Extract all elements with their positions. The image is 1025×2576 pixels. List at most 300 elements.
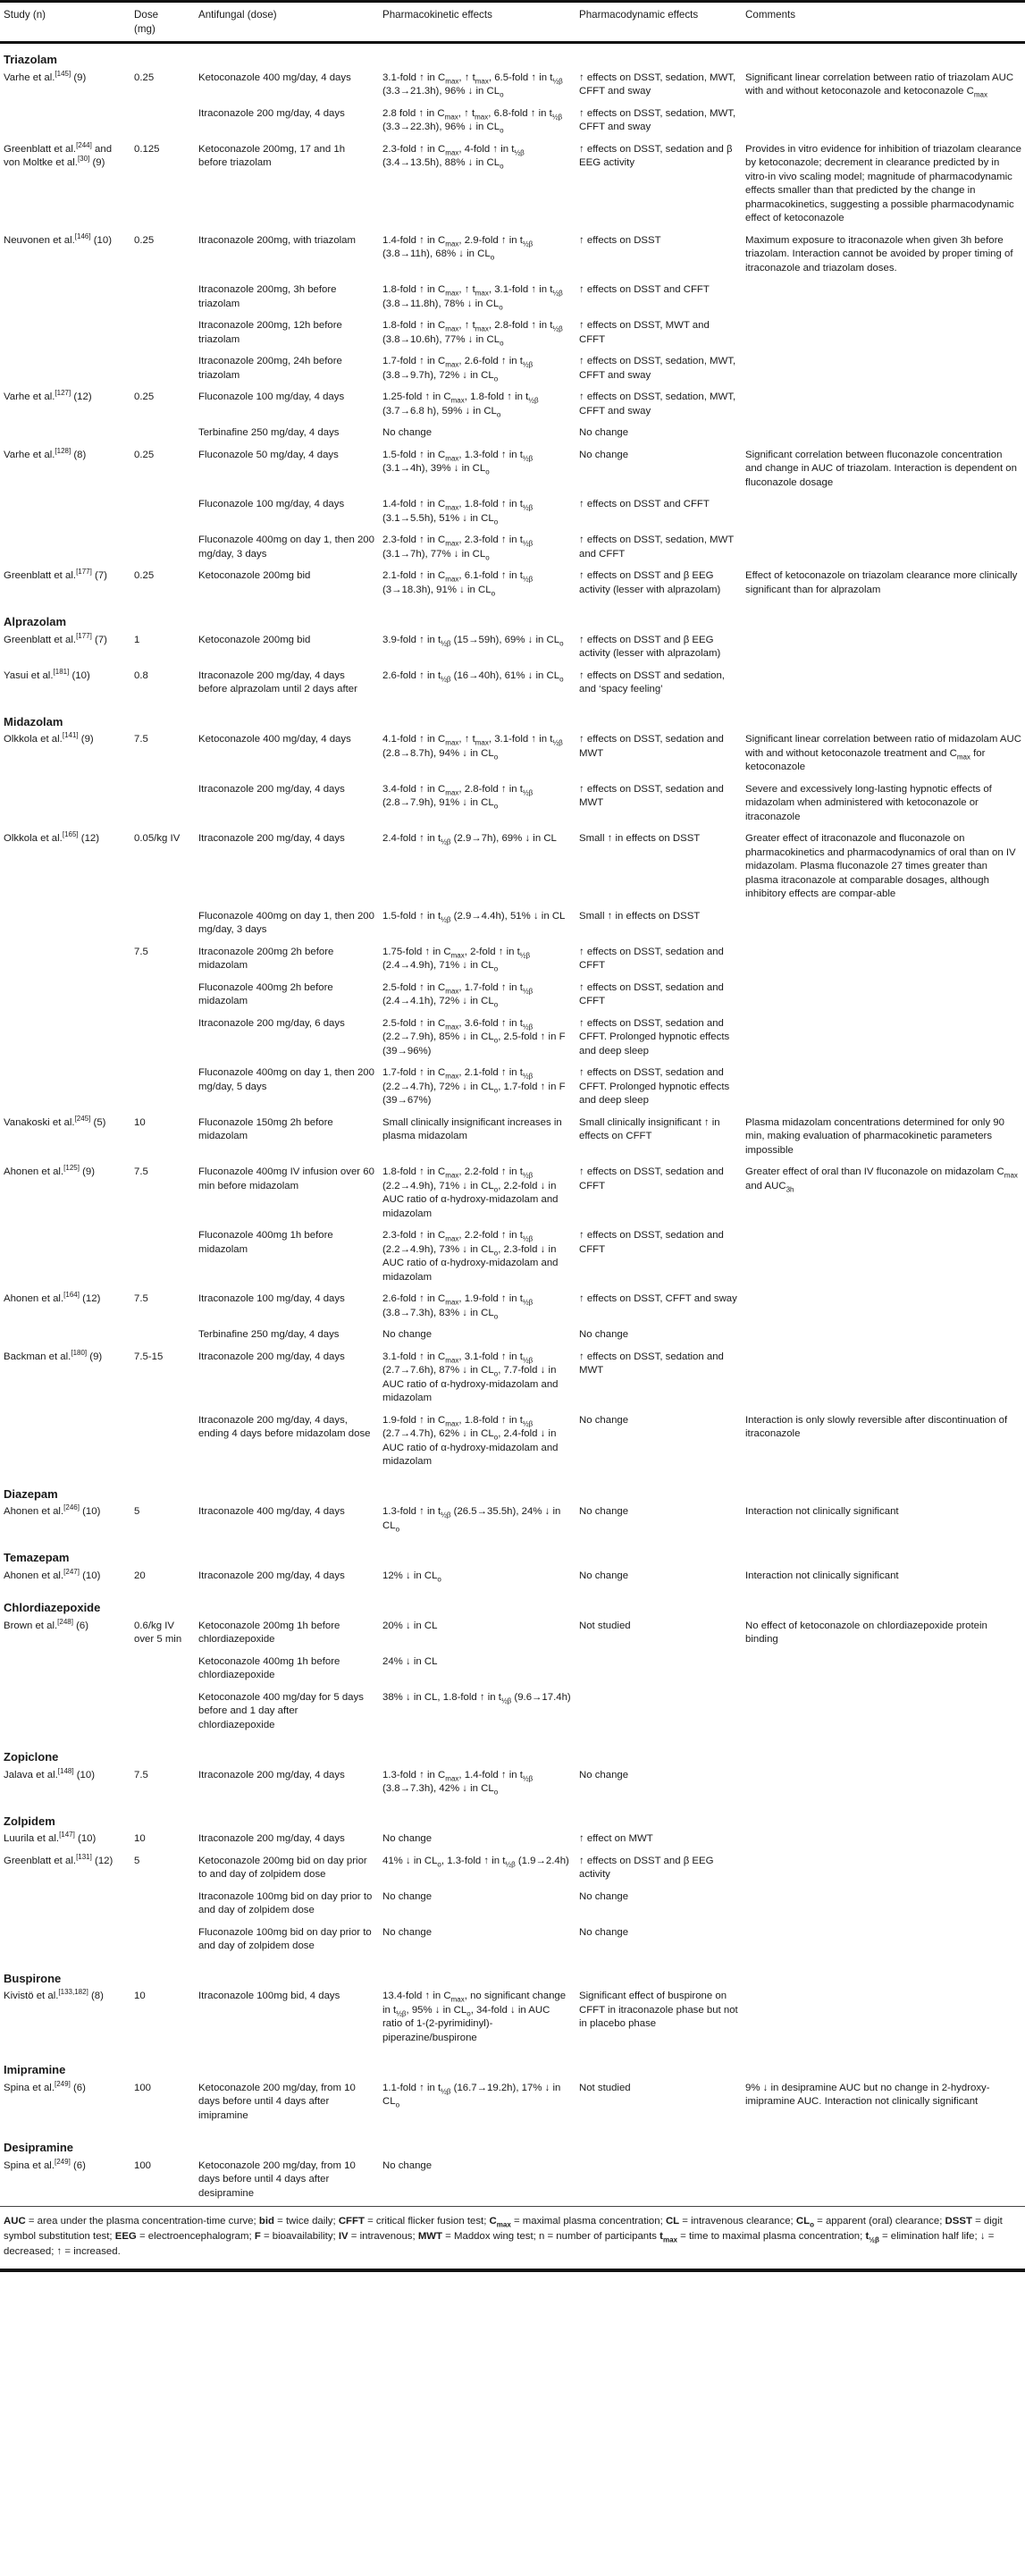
cell-pk: 2.6-fold ↑ in $t_{\frac{1}{2}\beta}$ (16→40h), 61% ↓ in $CL_o$ [382,669,564,683]
cell-pd: No change [579,1890,629,1902]
cell-pk: No change [382,427,433,438]
cell-pk: 1.8-fold ↑ in $C_{max}$, 2.2-fold ↑ in $t_{\frac{1}{2}\beta}$ (2.2→4.9h), 71% ↓ in $CL_o$, 2.2-fold ↓ in AUC ratio of α-hydroxy-midazolam and midazolam [382,1166,559,1219]
cell-dose: 10 [134,1991,146,2001]
cell-antifungal: Ketoconazole 400 mg/day, 4 days [198,72,351,83]
cell-antifungal: Fluconazole 100 mg/day, 4 days [198,499,345,509]
table-row [0,446,1025,496]
cell-comments [742,1766,1025,1802]
cell-dose: 0.6/kg IV over 5 min [134,1620,182,1645]
cell-antifungal: Fluconazole 100mg bid on day prior to and day of zolpidem dose [198,1926,372,1951]
cell-pk: 2.6-fold ↑ in $C_{max}$, 1.9-fold ↑ in $t_{\frac{1}{2}\beta}$ (3.8→7.3h), 83% ↓ in $CL_o$ [382,1293,534,1320]
cell-pd: Significant effect of buspirone on CFFT in itraconazole phase but not in placebo phase [579,1991,738,2029]
cell-study [0,105,130,140]
cell-dose: 7.5 [134,1769,148,1780]
cell-dose [130,281,195,316]
cell-pd: ↑ effects on DSST and CFFT [579,284,710,295]
cell-study: Luurila et al.[147] (10) [4,1831,97,1844]
cell-study: Yasui et al.[181] (10) [4,667,90,681]
cell-pd: Not studied [579,2082,631,2093]
cell-dose [130,1226,195,1290]
cell-dose [130,1014,195,1065]
cell-comments [742,1326,1025,1348]
cell-antifungal: Itraconazole 400 mg/day, 4 days [198,1506,345,1517]
cell-pd: ↑ effects on DSST, sedation, MWT, CFFT and sway [579,72,736,97]
cell-antifungal: Fluconazole 400mg 1h before midazolam [198,1230,333,1255]
cell-pd: ↑ effect on MWT [579,1833,653,1844]
cell-dose: 0.25 [134,72,155,83]
cell-pk: 2.5-fold ↑ in $C_{max}$, 3.6-fold ↑ in $t_{\frac{1}{2}\beta}$ (2.2→7.9h), 85% ↓ in $CL_o$, 2.5-fold ↑ in F (39→96%) [382,1017,566,1056]
cell-pd: Small clinically insignificant ↑ in effects on CFFT [579,1116,720,1141]
cell-dose [130,105,195,140]
table-row [0,2079,1025,2129]
table-row [0,829,1025,907]
cell-antifungal: Ketoconazole 400 mg/day, 4 days [198,734,351,745]
cell-comments [742,1924,1025,1959]
cell-pd: No change [579,1414,629,1426]
cell-study: Jalava et al.[148] (10) [4,1766,96,1780]
cell-pk: 20% ↓ in CL [382,1620,438,1631]
cell-antifungal: Itraconazole 200 mg/day, 4 days before alprazolam until 2 days after [198,669,357,695]
cell-pd [576,1653,742,1688]
table-row [0,105,1025,140]
table-row [0,352,1025,388]
cell-antifungal: Fluconazole 400mg IV infusion over 60 min before midazolam [198,1166,374,1191]
cell-pd [576,1688,742,1738]
cell-study [0,979,130,1014]
cell-antifungal: Ketoconazole 200 mg/day, from 10 days before until 4 days after desipramine [198,2159,356,2199]
drug-section-title: Buspirone [4,1971,62,1985]
cell-antifungal: Itraconazole 200mg, 3h before triazolam [198,284,337,309]
table-row [0,1830,1025,1852]
cell-comments [742,979,1025,1014]
table-row [0,1411,1025,1475]
cell-dose [130,1326,195,1348]
cell-comments [742,943,1025,979]
table-row [0,1567,1025,1589]
table-row [0,1888,1025,1924]
cell-pk: No change [382,2159,433,2171]
drug-section-title: Chlordiazepoxide [4,1601,101,1614]
cell-pd: ↑ effects on DSST, MWT and CFFT [579,320,710,345]
cell-study: Varhe et al.[128] (8) [4,446,87,460]
cell-pk: 2.8 fold ↑ in $C_{max}$, ↑ $t_{max}$, 6.8-fold ↑ in $t_{\frac{1}{2}\beta}$ (3.3→22.3h), 96% ↓ in $CL_o$ [382,107,563,135]
cell-pk: 2.1-fold ↑ in $C_{max}$, 6.1-fold ↑ in $t_{\frac{1}{2}\beta}$ (3→18.3h), 91% ↓ in $CL_o$ [382,570,534,597]
cell-pk: 1.3-fold ↑ in $C_{max}$, 1.4-fold ↑ in $t_{\frac{1}{2}\beta}$ (3.8→7.3h), 42% ↓ in $CL_o$ [382,1769,534,1797]
table-row [0,1987,1025,2050]
cell-study: Spina et al.[249] (6) [4,2157,86,2171]
cell-dose: 7.5-15 [134,1351,164,1362]
cell-antifungal: Fluconazole 400mg 2h before midazolam [198,981,333,1006]
cell-comments [742,1290,1025,1326]
cell-pd: No change [579,1769,629,1780]
cell-dose [130,1688,195,1738]
cell-dose: 0.05/kg IV [134,833,181,844]
table-row [0,1617,1025,1653]
cell-comments: Greater effect of itraconazole and fluconazole on pharmacokinetics and pharmacodynamics of oral than on IV midazolam. Plasma fluconazole 27 times greater than plasma itraconazole at comparable dosages, although inhibitory effects are compar-able [745,833,1016,899]
cell-antifungal: Fluconazole 400mg on day 1, then 200 mg/day, 3 days [198,910,374,935]
table-row [0,943,1025,979]
cell-study: Olkkola et al.[165] (12) [4,830,100,844]
table-row [0,1114,1025,1164]
cell-pd: No change [579,1506,629,1517]
cell-study: Brown et al.[248] (6) [4,1617,89,1631]
cell-antifungal: Itraconazole 200 mg/day, 6 days [198,1017,345,1029]
table-row [0,316,1025,352]
cell-dose: 1 [134,634,140,645]
cell-study [0,316,130,352]
cell-dose [130,1653,195,1688]
cell-dose: 5 [134,1855,140,1866]
cell-comments [742,1888,1025,1924]
cell-study: Ahonen et al.[247] (10) [4,1567,101,1581]
cell-dose: 7.5 [134,1166,148,1177]
cell-comments: Plasma midazolam concentrations determined for only 90 min, making evaluation of pharmacokinetic parameters impossible [745,1116,1004,1156]
table-row [0,1766,1025,1802]
section-header-row [0,2050,1025,2079]
cell-dose: 5 [134,1506,140,1517]
cell-dose [130,907,195,943]
cell-dose [130,1888,195,1924]
table-row [0,424,1025,446]
cell-antifungal: Ketoconazole 200mg 1h before chlordiazepoxide [198,1620,340,1645]
table-row [0,979,1025,1014]
table-row [0,1064,1025,1114]
table-row [0,281,1025,316]
cell-comments: Maximum exposure to itraconazole when given 3h before triazolam. Interaction cannot be avoided by proper timing of itraconazole and triazolam doses. [745,234,1013,274]
section-header-row [0,1475,1025,1503]
cell-antifungal: Itraconazole 200mg, 24h before triazolam [198,356,342,381]
section-header-row [0,44,1025,69]
cell-pk: 2.4-fold ↑ in $t_{\frac{1}{2}\beta}$ (2.9→7h), 69% ↓ in CL [382,833,557,846]
cell-pd: ↑ effects on DSST, sedation, MWT, CFFT and sway [579,391,736,417]
cell-comments [742,1830,1025,1852]
cell-pd: No change [579,427,629,438]
cell-dose: 0.25 [134,234,155,246]
cell-dose [130,424,195,446]
cell-study [0,1688,130,1738]
cell-pd: ↑ effects on DSST and β EEG activity (lesser with alprazolam) [579,570,721,595]
cell-comments: Significant correlation between fluconazole concentration and change in AUC of triazolam. Interaction is dependent on fluconazole dosage [745,449,1017,488]
cell-comments: 9% ↓ in desipramine AUC but no change in 2-hydroxy-imipramine AUC. Interaction not clinically significant [745,2082,990,2107]
cell-pk: 1.5-fold ↑ in $t_{\frac{1}{2}\beta}$ (2.9→4.4h), 51% ↓ in CL [382,910,566,923]
cell-pk: 1.3-fold ↑ in $t_{\frac{1}{2}\beta}$ (26.5→35.5h), 24% ↓ in $CL_o$ [382,1506,561,1533]
table-row [0,907,1025,943]
cell-study [0,352,130,388]
cell-pk: 12% ↓ in $CL_o$ [382,1570,441,1583]
cell-dose [130,495,195,531]
cell-comments [742,281,1025,316]
table-row [0,531,1025,567]
cell-pd: ↑ effects on DSST, sedation and CFFT [579,946,724,971]
cell-pk: 3.1-fold ↑ in $C_{max}$, 3.1-fold ↑ in $t_{\frac{1}{2}\beta}$ (2.7→7.6h), 87% ↓ in $CL_o$, 7.7-fold ↓ in AUC ratio of α-hydroxy-midazolam and midazolam [382,1351,559,1403]
cell-pd: ↑ effects on DSST, sedation, MWT and CFFT [579,535,735,560]
cell-pd: ↑ effects on DSST, CFFT and sway [579,1293,737,1304]
cell-pk: No change [382,1329,433,1340]
section-header-row [0,1738,1025,1766]
table-row [0,1924,1025,1959]
cell-study [0,1888,130,1924]
cell-comments: Significant linear correlation between ratio of midazolam AUC with and without ketoconazole treatment and $C_{max}$ for ketoconazole [745,734,1021,772]
header-comments: Comments [745,9,796,21]
cell-dose [130,979,195,1014]
cell-comments [742,1688,1025,1738]
cell-antifungal: Ketoconazole 200mg bid [198,570,311,581]
cell-study [0,1014,130,1065]
cell-antifungal: Itraconazole 200mg 2h before midazolam [198,946,334,971]
cell-pd: ↑ effects on DSST and β EEG activity [579,1855,714,1880]
cell-pd: ↑ effects on DSST, sedation and β EEG activity [579,143,733,168]
drug-section-title: Midazolam [4,714,63,728]
cell-study: Greenblatt et al.[177] (7) [4,631,107,645]
cell-pd: ↑ effects on DSST, sedation and CFFT [579,981,724,1006]
cell-study [0,780,130,830]
cell-pk: 41% ↓ in $CL_o$, 1.3-fold ↑ in $t_{\frac{1}{2}\beta}$ (1.9→2.4h) [382,1855,569,1868]
table-row [0,1688,1025,1738]
header-dose: Dose (mg) [134,9,159,35]
cell-comments [742,667,1025,703]
table-row [0,2157,1025,2207]
section-header-row [0,1588,1025,1617]
cell-study [0,1064,130,1114]
cell-antifungal: Terbinafine 250 mg/day, 4 days [198,1329,340,1340]
cell-pk: 1.7-fold ↑ in $C_{max}$, 2.1-fold ↑ in $t_{\frac{1}{2}\beta}$ (2.2→4.7h), 72% ↓ in $CL_o$, 1.7-fold ↑ in F (39→67%) [382,1067,566,1106]
cell-pd: ↑ effects on DSST, sedation and CFFT [579,1230,724,1255]
cell-pk: 1.8-fold ↑ in $C_{max}$, ↑ $t_{max}$, 3.1-fold ↑ in $t_{\frac{1}{2}\beta}$ (3.8→11.8h), 78% ↓ in $CL_o$ [382,284,563,311]
cell-pd: ↑ effects on DSST, sedation and MWT [579,734,724,759]
cell-dose: 7.5 [134,1293,148,1304]
cell-study: Greenblatt et al.[244] and von Moltke et al.[30] (9) [4,140,113,168]
cell-dose: 0.8 [134,669,148,681]
cell-pk: 2.3-fold ↑ in $C_{max}$, 4-fold ↑ in $t_{\frac{1}{2}\beta}$ (3.4→13.5h), 88% ↓ in $CL_o$ [382,143,525,171]
cell-dose: 7.5 [134,734,148,745]
cell-study [0,1653,130,1688]
cell-study: Vanakoski et al.[245] (5) [4,1114,106,1128]
cell-comments [742,1348,1025,1411]
cell-dose: 100 [134,2159,152,2171]
section-header-row [0,602,1025,631]
table-row [0,567,1025,602]
cell-antifungal: Fluconazole 50 mg/day, 4 days [198,449,339,460]
cell-antifungal: Itraconazole 200 mg/day, 4 days, ending 4 days before midazolam dose [198,1414,371,1439]
drug-section-title: Temazepam [4,1551,70,1564]
cell-antifungal: Fluconazole 400mg on day 1, then 200 mg/day, 5 days [198,1067,374,1092]
cell-antifungal: Itraconazole 200 mg/day, 4 days [198,1570,345,1581]
cell-antifungal: Ketoconazole 200mg bid [198,634,311,645]
cell-study [0,1326,130,1348]
cell-study: Ahonen et al.[164] (12) [4,1291,101,1304]
cell-study: Varhe et al.[145] (9) [4,69,87,83]
cell-study: Greenblatt et al.[131] (12) [4,1852,113,1866]
cell-comments: Effect of ketoconazole on triazolam clearance more clinically significant than for alprazolam [745,570,1018,595]
cell-dose: 7.5 [134,946,148,957]
cell-dose: 20 [134,1570,146,1581]
table-row [0,1503,1025,1538]
cell-pk: 1.4-fold ↑ in $C_{max}$, 1.8-fold ↑ in $t_{\frac{1}{2}\beta}$ (3.1→5.5h), 51% ↓ in $CL_o$ [382,499,534,526]
cell-comments [742,1852,1025,1888]
cell-antifungal: Ketoconazole 200mg, 17 and 1h before triazolam [198,143,346,168]
cell-antifungal: Ketoconazole 400mg 1h before chlordiazepoxide [198,1655,340,1680]
cell-dose [130,531,195,567]
cell-pk: 1.1-fold ↑ in $t_{\frac{1}{2}\beta}$ (16.7→19.2h), 17% ↓ in $CL_o$ [382,2082,561,2109]
cell-antifungal: Itraconazole 200 mg/day, 4 days [198,1833,345,1844]
cell-pk: 3.9-fold ↑ in $t_{\frac{1}{2}\beta}$ (15→59h), 69% ↓ in $CL_o$ [382,634,564,647]
cell-study: Neuvonen et al.[146] (10) [4,232,113,246]
cell-pd: No change [579,1570,629,1581]
section-header-row [0,1538,1025,1567]
cell-pd: ↑ effects on DSST, sedation and CFFT [579,1166,724,1191]
bottom-rule [0,2269,1025,2272]
cell-comments: Interaction not clinically significant [745,1506,899,1517]
cell-antifungal: Itraconazole 200 mg/day, 4 days [198,1351,345,1362]
cell-study [0,281,130,316]
cell-pk: 3.1-fold ↑ in $C_{max}$, ↑ $t_{max}$, 6.5-fold ↑ in $t_{\frac{1}{2}\beta}$ (3.3→21.3h), 96% ↓ in $CL_o$ [382,72,563,99]
cell-comments [742,1653,1025,1688]
interaction-table [0,3,1025,41]
cell-dose: 10 [134,1833,146,1844]
table-row [0,140,1025,232]
cell-comments [742,495,1025,531]
cell-study: Olkkola et al.[141] (9) [4,731,94,745]
cell-pk: 2.3-fold ↑ in $C_{max}$, 2.3-fold ↑ in $t_{\frac{1}{2}\beta}$ (3.1→7h), 77% ↓ in $CL_o$ [382,535,534,561]
table-row [0,1852,1025,1888]
cell-comments [742,631,1025,667]
cell-study: Varhe et al.[127] (12) [4,389,92,402]
cell-study [0,1411,130,1475]
cell-study [0,424,130,446]
table-row [0,1290,1025,1326]
cell-pd: ↑ effects on DSST, sedation, MWT, CFFT and sway [579,356,736,381]
cell-pk: 3.4-fold ↑ in $C_{max}$, 2.8-fold ↑ in $t_{\frac{1}{2}\beta}$ (2.8→7.9h), 91% ↓ in $CL_o$ [382,783,534,811]
drug-section-title: Desipramine [4,2141,74,2154]
cell-antifungal: Itraconazole 200mg, with triazolam [198,234,357,246]
table-row [0,69,1025,105]
cell-pk: 1.4-fold ↑ in $C_{max}$, 2.9-fold ↑ in $t_{\frac{1}{2}\beta}$ (3.8→11h), 68% ↓ in $CL_o$ [382,234,534,262]
cell-comments [742,2157,1025,2207]
cell-pd: ↑ effects on DSST and CFFT [579,499,710,509]
drug-section-title: Imipramine [4,2063,66,2076]
section-header-row [0,2128,1025,2157]
section-header-row [0,703,1025,731]
cell-pk: 1.75-fold ↑ in $C_{max}$, 2-fold ↑ in $t_{\frac{1}{2}\beta}$ (2.4→4.9h), 71% ↓ in $CL_o$ [382,946,531,973]
cell-comments: Interaction not clinically significant [745,1570,899,1581]
cell-pk: No change [382,1890,433,1902]
cell-study: Backman et al.[180] (9) [4,1348,103,1362]
cell-pk: 38% ↓ in CL, 1.8-fold ↑ in $t_{\frac{1}{2}\beta}$ (9.6→17.4h) [382,1691,571,1705]
cell-pd: Small ↑ in effects on DSST [579,833,701,844]
cell-comments [742,388,1025,424]
cell-study [0,907,130,943]
cell-pd: Not studied [579,1620,631,1631]
table-row [0,1348,1025,1411]
cell-pd: ↑ effects on DSST, sedation and MWT [579,1351,724,1376]
drug-section-title: Zolpidem [4,1814,55,1828]
cell-study: Ahonen et al.[125] (9) [4,1164,96,1177]
cell-comments [742,1064,1025,1114]
cell-dose: 0.25 [134,570,155,581]
cell-dose: 0.25 [134,391,155,402]
cell-pd: No change [579,1926,629,1938]
drug-section-title: Triazolam [4,53,57,66]
cell-pk: No change [382,1833,433,1844]
cell-pd: Small ↑ in effects on DSST [579,910,701,922]
table-row [0,780,1025,830]
cell-dose: 10 [134,1116,146,1128]
cell-pd: ↑ effects on DSST, sedation and CFFT. Prolonged hypnotic effects and deep sleep [579,1067,730,1106]
header-pharmacodynamic: Pharmacodynamic effects [579,9,699,21]
cell-pk: 2.5-fold ↑ in $C_{max}$, 1.7-fold ↑ in $t_{\frac{1}{2}\beta}$ (2.4→4.1h), 72% ↓ in $CL_o$ [382,981,534,1009]
cell-antifungal: Fluconazole 150mg 2h before midazolam [198,1116,333,1141]
cell-study: Greenblatt et al.[177] (7) [4,568,107,581]
cell-pk: 1.25-fold ↑ in $C_{max}$, 1.8-fold ↑ in $t_{\frac{1}{2}\beta}$ (3.7→6.8 h), 59% ↓ in $CL_o$ [382,391,539,418]
table-row [0,631,1025,667]
cell-antifungal: Itraconazole 100 mg/day, 4 days [198,1293,345,1304]
cell-comments [742,316,1025,352]
cell-study [0,531,130,567]
cell-antifungal: Itraconazole 200mg, 12h before triazolam [198,320,342,345]
header-row [0,3,1025,41]
cell-antifungal: Itraconazole 200 mg/day, 4 days [198,1769,345,1780]
cell-comments [742,1987,1025,2050]
cell-dose [130,316,195,352]
drug-section-title: Alprazolam [4,615,67,628]
cell-dose [130,352,195,388]
cell-antifungal: Ketoconazole 400 mg/day for 5 days before and 1 day after chlordiazepoxide [198,1691,364,1730]
table-row [0,1653,1025,1688]
cell-study: Spina et al.[249] (6) [4,2079,86,2093]
cell-dose [130,1411,195,1475]
cell-pd [576,2157,742,2207]
table-row [0,495,1025,531]
cell-antifungal: Itraconazole 200 mg/day, 4 days [198,833,345,844]
drug-section-title: Zopiclone [4,1750,59,1764]
cell-pk: 1.9-fold ↑ in $C_{max}$, 1.8-fold ↑ in $t_{\frac{1}{2}\beta}$ (2.7→4.7h), 62% ↓ in $CL_o$, 2.4-fold ↓ in AUC ratio of α-hydroxy-midazolam and midazolam [382,1414,559,1467]
table-row [0,388,1025,424]
cell-antifungal: Ketoconazole 200mg bid on day prior to and day of zolpidem dose [198,1855,367,1880]
cell-pd: ↑ effects on DSST, sedation and CFFT. Prolonged hypnotic effects and deep sleep [579,1017,730,1056]
cell-pk: 2.3-fold ↑ in $C_{max}$, 2.2-fold ↑ in $t_{\frac{1}{2}\beta}$ (2.2→4.9h), 73% ↓ in $CL_o$, 2.3-fold ↓ in AUC ratio of α-hydroxy-midazolam and midazolam [382,1230,559,1283]
header-pharmacokinetic: Pharmacokinetic effects [382,9,492,21]
table-body [0,44,1025,2206]
cell-dose [130,780,195,830]
cell-comments: Provides in vitro evidence for inhibition of triazolam clearance by ketoconazole; decrement in clearance predicted by in vitro-in vivo scaling model; magnitude of pharmacodynamic effects smaller than that predicted by the change in pharmacokinetics, suggesting a possible pharmacodynamic effect of ketoconazole [745,143,1021,223]
cell-study [0,1226,130,1290]
cell-antifungal: Itraconazole 100mg bid, 4 days [198,1991,340,2001]
cell-antifungal: Itraconazole 200 mg/day, 4 days [198,783,345,795]
cell-comments [742,1226,1025,1290]
table-row [0,1014,1025,1065]
abbreviations-footnote: AUC = area under the plasma concentration-time curve; bid = twice daily; CFFT = critical flicker fusion test; $C_{max}$ = maximal plasma concentration; CL = intravenous clearance; $CL_o$ = apparent (oral) clearance; DSST = digit symbol substitution test; EEG = electroencephalogram; F = bioavailability; IV = intravenous; MWT = Maddox wing test; n = number of participants $t_{max}$ = time to maximal plasma concentration; $t_{\frac{1}{2}\beta}$ = elimination half life; ↓ = decreased; ↑ = increased. [4,2216,1003,2257]
cell-comments [742,105,1025,140]
cell-antifungal: Itraconazole 100mg bid on day prior to and day of zolpidem dose [198,1890,373,1915]
cell-pd: No change [579,1329,629,1340]
cell-dose [130,1064,195,1114]
cell-study: Kivistö et al.[133,182] (8) [4,1988,104,2001]
section-header-row [0,1802,1025,1831]
cell-pk: 1.5-fold ↑ in $C_{max}$, 1.3-fold ↑ in $t_{\frac{1}{2}\beta}$ (3.1→4h), 39% ↓ in $CL_o$ [382,449,534,476]
cell-study [0,943,130,979]
cell-pk: 24% ↓ in CL [382,1655,438,1667]
cell-pd: ↑ effects on DSST and sedation, and ‘spacy feeling’ [579,669,725,695]
header-antifungal: Antifungal (dose) [198,9,277,21]
cell-study [0,495,130,531]
cell-antifungal: Ketoconazole 200 mg/day, from 10 days before until 4 days after imipramine [198,2082,356,2121]
cell-pk: 4.1-fold ↑ in $C_{max}$, ↑ $t_{max}$, 3.1-fold ↑ in $t_{\frac{1}{2}\beta}$ (2.8→8.7h), 94% ↓ in $CL_o$ [382,734,563,761]
cell-comments [742,1014,1025,1065]
cell-pd: ↑ effects on DSST and β EEG activity (lesser with alprazolam) [579,634,721,659]
cell-pd: ↑ effects on DSST [579,234,661,246]
cell-comments: No effect of ketoconazole on chlordiazepoxide protein binding [745,1620,987,1645]
cell-comments [742,907,1025,943]
